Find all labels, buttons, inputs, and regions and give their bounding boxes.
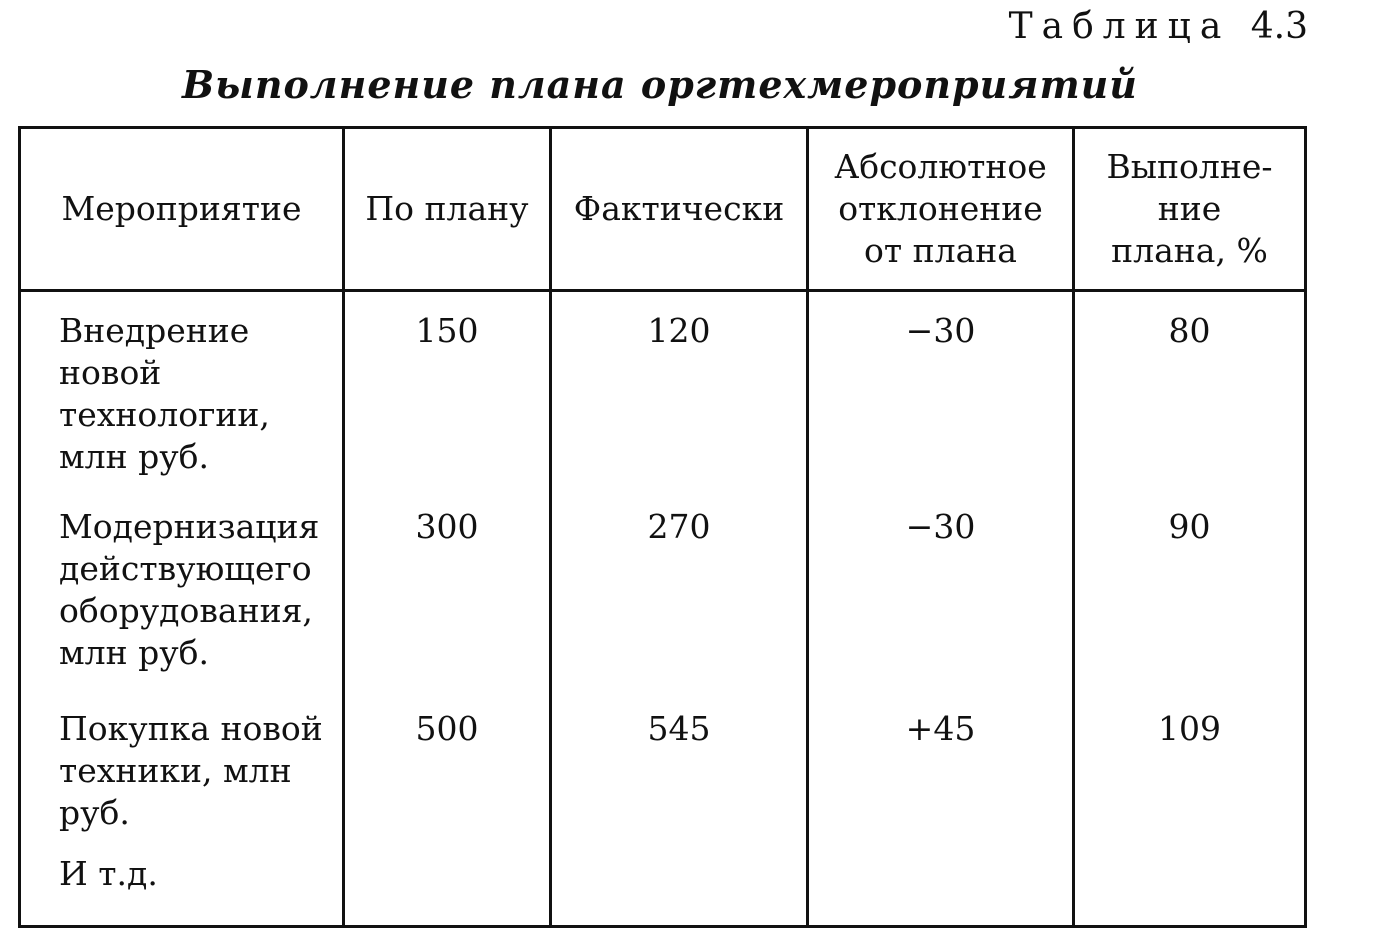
header-actual: Фактически bbox=[551, 128, 808, 291]
header-deviation: Абсолютное отклонение от плана bbox=[808, 128, 1074, 291]
percent-value: 109 bbox=[1074, 696, 1306, 853]
actual-value: 270 bbox=[551, 496, 808, 696]
table-number bbox=[1009, 6, 1308, 47]
header-plan: По плану bbox=[344, 128, 551, 291]
header-percent: Выполне- ние плана, % bbox=[1074, 128, 1306, 291]
etc-label: И т.д. bbox=[20, 853, 344, 926]
plan-value: 300 bbox=[344, 496, 551, 696]
activity-name: Внедрение новой технологии, млн руб. bbox=[20, 291, 344, 497]
deviation-value: −30 bbox=[808, 496, 1074, 696]
header-row bbox=[20, 128, 1306, 291]
percent-value: 80 bbox=[1074, 291, 1306, 497]
percent-value: 90 bbox=[1074, 496, 1306, 696]
table-label: Таблица bbox=[1008, 6, 1231, 47]
empty-cell bbox=[1074, 853, 1306, 926]
activity-name: Модернизация действующего оборудования, млн руб. bbox=[20, 496, 344, 696]
table-row bbox=[20, 291, 1306, 497]
empty-cell bbox=[808, 853, 1074, 926]
actual-value: 120 bbox=[551, 291, 808, 497]
plan-value: 500 bbox=[344, 696, 551, 853]
plan-execution-table bbox=[18, 126, 1307, 928]
activity-name: Покупка новой техники, млн руб. bbox=[20, 696, 344, 853]
table-row bbox=[20, 496, 1306, 696]
table-number-value: 4.3 bbox=[1250, 6, 1308, 47]
table-row bbox=[20, 696, 1306, 853]
plan-value: 150 bbox=[344, 291, 551, 497]
table-row bbox=[20, 853, 1306, 926]
header-activity: Мероприятие bbox=[20, 128, 344, 291]
deviation-value: −30 bbox=[808, 291, 1074, 497]
table-title: Выполнение плана оргтехмероприятий bbox=[182, 62, 1138, 107]
deviation-value: +45 bbox=[808, 696, 1074, 853]
actual-value: 545 bbox=[551, 696, 808, 853]
empty-cell bbox=[551, 853, 808, 926]
empty-cell bbox=[344, 853, 551, 926]
